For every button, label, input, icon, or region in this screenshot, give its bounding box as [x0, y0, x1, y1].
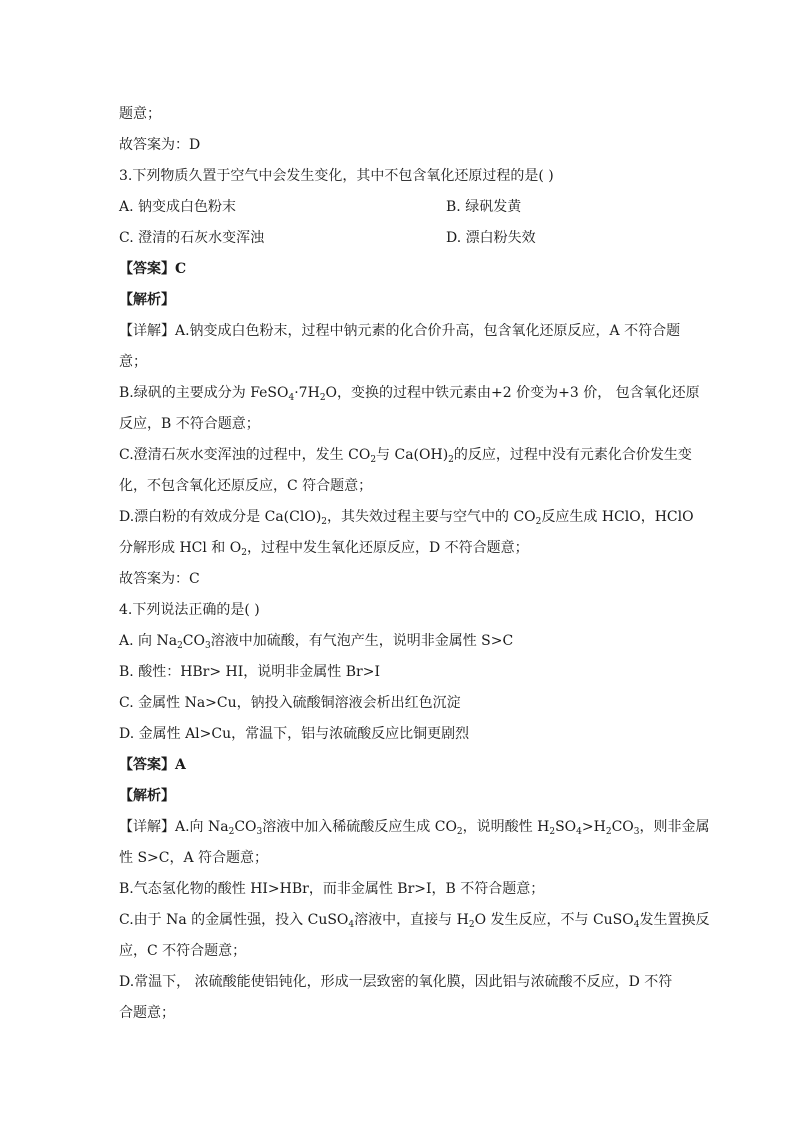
explanation-line: 合题意； — [119, 1005, 175, 1021]
analysis-label — [119, 290, 175, 310]
subscript: 2 — [177, 641, 183, 651]
final-answer-line: 故答案为：C — [119, 571, 200, 587]
answer-label — [119, 755, 186, 775]
text-span: 分解形成 HCl 和 O — [119, 540, 242, 556]
text-span: ，则非金属 — [639, 819, 710, 835]
option-a — [119, 631, 513, 651]
option-b: B. 绿矾发黄 — [446, 199, 522, 215]
subscript: 2 — [468, 920, 475, 930]
subscript: 4 — [576, 827, 582, 837]
option-b: B. 酸性：HBr> HI，说明非金属性 Br>I — [119, 664, 380, 680]
subscript: 3 — [256, 827, 263, 837]
explanation-line — [119, 817, 710, 837]
text-span: CO — [182, 633, 205, 649]
explanation-line: 性 S>C，A 符合题意； — [119, 850, 269, 866]
analysis-text: 【解析】 — [119, 788, 175, 804]
text-line: 故答案为：D — [119, 137, 201, 153]
text-span: C.澄清石灰水变浑浊的过程中，发生 CO — [119, 447, 371, 463]
subscript: 3 — [205, 641, 211, 651]
text-span: O 发生反应，不与 CuSO — [474, 912, 634, 928]
text-span: 反应生成 HClO，HClO — [541, 509, 694, 525]
subscript: 2 — [549, 827, 556, 837]
text-line: 题意； — [119, 106, 161, 122]
option-d: D. 漂白粉失效 — [446, 230, 536, 246]
question-3: 3.下列物质久置于空气中会发生变化，其中不包含氧化还原过程的是( ) — [119, 168, 554, 184]
subscript: 2 — [456, 827, 463, 837]
explanation-line — [119, 910, 709, 930]
text-span: CO — [234, 819, 257, 835]
subscript: 2 — [319, 393, 326, 403]
text-span: 发生置换反 — [639, 912, 710, 928]
text-span: D.漂白粉的有效成分是 Ca(ClO) — [119, 509, 322, 525]
question-4: 4.下列说法正确的是( ) — [119, 602, 260, 618]
text-span: ，说明酸性 H — [462, 819, 550, 835]
text-span: SO — [555, 819, 577, 835]
text-span: 【详解】A.向 Na — [119, 819, 229, 835]
answer-label — [119, 259, 186, 279]
option-c: C. 澄清的石灰水变浑浊 — [119, 230, 265, 246]
subscript: 2 — [228, 827, 235, 837]
answer-text: 【答案】A — [119, 757, 186, 773]
subscript: 2 — [321, 517, 328, 527]
text-span: ，过程中发生氧化还原反应，D 不符合题意； — [246, 540, 529, 556]
text-span: 溶液中加入稀硫酸反应生成 CO — [262, 819, 457, 835]
text-span: A. 向 Na — [119, 633, 178, 649]
analysis-label — [119, 786, 175, 806]
explanation-line: 化，不包含氧化还原反应，C 符合题意； — [119, 478, 373, 494]
option-d: D. 金属性 Al>Cu，常温下，铝与浓硫酸反应比铜更剧烈 — [119, 726, 470, 742]
explanation-line: B.气态氢化物的酸性 HI>HBr，而非金属性 Br>I，B 不符合题意； — [119, 881, 545, 897]
explanation-line: 应，C 不符合题意； — [119, 943, 247, 959]
subscript: 2 — [448, 455, 454, 465]
text-span: >H — [581, 819, 606, 835]
option-a: A. 钠变成白色粉末 — [119, 199, 237, 215]
subscript: 2 — [370, 455, 377, 465]
explanation-line: 意； — [119, 354, 147, 370]
explanation-line — [119, 507, 694, 527]
subscript: 4 — [348, 920, 355, 930]
text-span: 溶液中，直接与 H — [354, 912, 469, 928]
option-c: C. 金属性 Na>Cu，钠投入硫酸铜溶液会析出红色沉淀 — [119, 695, 461, 711]
text-span: ，其失效过程主要与空气中的 CO — [327, 509, 536, 525]
explanation-line: 【详解】A.钠变成白色粉末，过程中钠元素的化合价升高，包含氧化还原反应，A 不符合题 — [119, 323, 681, 339]
explanation-line — [119, 445, 692, 465]
text-span: ·7H — [294, 385, 320, 401]
text-span: CO — [611, 819, 634, 835]
text-span: C.由于 Na 的金属性强，投入 CuSO — [119, 912, 349, 928]
subscript: 2 — [605, 827, 612, 837]
explanation-line — [119, 538, 529, 558]
text-span: 与 Ca(OH) — [376, 447, 449, 463]
subscript: 4 — [633, 920, 640, 930]
subscript: 4 — [288, 393, 295, 403]
subscript: 2 — [241, 548, 247, 558]
text-span: O，变换的过程中铁元素由+2 价变为+3 价， 包含氧化还原 — [325, 385, 700, 401]
analysis-text: 【解析】 — [119, 292, 175, 308]
text-span: 溶液中加硫酸，有气泡产生，说明非金属性 S>C — [210, 633, 514, 649]
explanation-line: D.常温下， 浓硫酸能使铝钝化，形成一层致密的氧化膜，因此铝与浓硫酸不反应，D 不符 — [119, 974, 673, 990]
explanation-line — [119, 383, 700, 403]
answer-text: 【答案】C — [119, 261, 187, 277]
text-span: 的反应，过程中没有元素化合价发生变 — [453, 447, 692, 463]
explanation-line: 反应，B 不符合题意； — [119, 416, 260, 432]
subscript: 2 — [535, 517, 542, 527]
text-span: B.绿矾的主要成分为 FeSO — [119, 385, 289, 401]
subscript: 3 — [633, 827, 640, 837]
